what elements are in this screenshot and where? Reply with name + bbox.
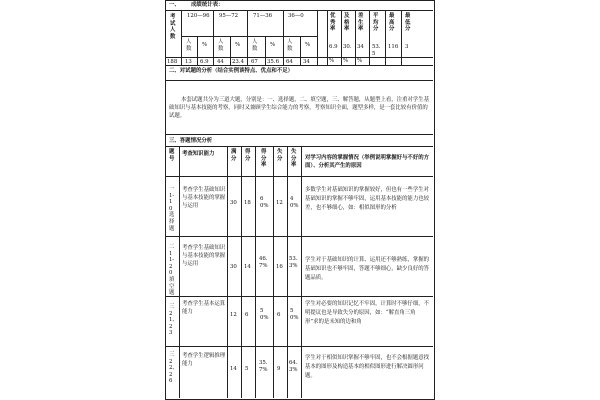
row2-loss-rate: 53.3% bbox=[289, 256, 298, 269]
header-ability: 考查知识能力 bbox=[182, 151, 215, 157]
row3-loss-rate: 50% bbox=[290, 308, 299, 321]
row1-score: 18 bbox=[244, 200, 251, 206]
r3-people-header: 人数 bbox=[252, 39, 258, 52]
r1-percent-header: % bbox=[202, 42, 208, 48]
row4-qnum: 三22、26 bbox=[169, 352, 178, 385]
poor-rate-unit: % bbox=[357, 58, 363, 64]
row1-analysis: 多数学生对基础知识的掌握较好，但也有一些学生对基础知识的掌握不够牢固，运用基本技能的能力也较差，也不够细心，如：相似图形的分析 bbox=[305, 187, 429, 211]
excellent-rate-label: 优秀率 bbox=[330, 13, 336, 33]
row2-full: 30 bbox=[230, 264, 237, 270]
r3-percent-header: % bbox=[270, 42, 276, 48]
row3-score: 6 bbox=[245, 312, 249, 318]
divider bbox=[165, 10, 433, 11]
row3-qnum: 三21、23 bbox=[169, 304, 178, 337]
exam-count-value: 188 bbox=[167, 59, 178, 65]
poor-rate-label: 差生率 bbox=[358, 13, 364, 33]
pass-rate-unit: % bbox=[343, 58, 349, 64]
r2-people-value: 44 bbox=[217, 59, 224, 65]
header-full: 满分 bbox=[231, 149, 237, 162]
r4-people-value: 64 bbox=[286, 59, 293, 65]
excellent-rate-unit: % bbox=[329, 58, 335, 64]
r4-people-header: 人数 bbox=[287, 39, 293, 52]
row3-ability: 考查学生基本运算能力 bbox=[182, 301, 226, 315]
average-label: 平均分 bbox=[373, 13, 379, 33]
document-page bbox=[165, 0, 435, 400]
row4-loss-rate: 64.3% bbox=[289, 360, 298, 373]
row3-full: 12 bbox=[230, 312, 237, 318]
section2-body: 本套试题共分为三道大题，分别是：一、选择题，二、填空题，三、解答题，从题型上看，注重对学生基础知识与基本技能的考察，同时又兼顾学生综合能力的考察，考察知识全面，题型多样，是一套比较有价值的试题。 bbox=[169, 97, 429, 119]
row2-rate: 46.7% bbox=[259, 256, 268, 269]
row2-ability: 考查学生基础知识与基本技能的掌握与运用 bbox=[182, 245, 226, 267]
r3-pct-value: 35.6 bbox=[267, 59, 280, 65]
section1-title: 一、 成绩统计表： bbox=[169, 2, 224, 8]
average-value: 53.5 bbox=[372, 44, 381, 57]
r4-pct-value: 34 bbox=[303, 59, 310, 65]
row4-analysis: 学生对于相似知识掌握不够牢固，也不会根据题意找基本的图形及构造基本的相似图形进行解决圆形问题。 bbox=[305, 355, 429, 379]
range-3: 71—36 bbox=[253, 13, 273, 19]
excellent-rate: 6.9 bbox=[329, 44, 338, 50]
lowest-value: 3 bbox=[405, 44, 409, 50]
header-analysis: 对学习内容的掌握情况（举例说明掌握好与不好的方面）、分析其产生的原因 bbox=[305, 155, 429, 169]
header-rate: 得分率 bbox=[261, 149, 267, 169]
r2-pct-value: 23.4 bbox=[232, 59, 245, 65]
r1-pct-value: 6.9 bbox=[200, 59, 209, 65]
range-4: 36—0 bbox=[288, 13, 304, 19]
r3-people-value: 67 bbox=[251, 59, 258, 65]
highest-value: 116 bbox=[388, 44, 399, 50]
section3-title: 三、答题情况分析 bbox=[169, 138, 213, 144]
row2-loss: 16 bbox=[276, 264, 283, 270]
highest-label: 最高分 bbox=[389, 13, 395, 33]
exam-count-label: 考试人数 bbox=[170, 14, 176, 40]
row1-rate: 60% bbox=[260, 196, 269, 209]
header-score: 得分 bbox=[245, 149, 251, 162]
row4-rate: 35.7% bbox=[259, 360, 268, 373]
pass-rate-label: 及格率 bbox=[344, 13, 350, 33]
r2-percent-header: % bbox=[235, 42, 241, 48]
r1-people-value: 13 bbox=[185, 59, 192, 65]
row4-loss: 9 bbox=[277, 366, 281, 372]
row2-qnum: 二11-20填空题 bbox=[169, 244, 175, 297]
lowest-label: 最低分 bbox=[405, 13, 411, 33]
pass-rate: 30. bbox=[343, 44, 352, 50]
row1-loss: 12 bbox=[276, 200, 283, 206]
header-loss-rate: 失分率 bbox=[291, 149, 297, 169]
r1-people-header: 人数 bbox=[186, 39, 192, 52]
row4-full: 14 bbox=[230, 366, 237, 372]
row1-full: 30 bbox=[230, 200, 237, 206]
row1-ability: 考查学生基础知识与基本技能的掌握与运用 bbox=[182, 187, 226, 209]
header-loss: 失分 bbox=[277, 149, 283, 162]
row1-loss-rate: 40% bbox=[290, 196, 299, 209]
row2-score: 14 bbox=[244, 264, 251, 270]
section2-title: 二、对试题的分析（结合实例谈特点、优点和不足） bbox=[169, 68, 293, 74]
row2-analysis: 学生对于基础知识的计算、运用还不够熟练，掌握的基础知识也不够牢固，答题不够细心，缺少良好的答题品质。 bbox=[305, 257, 429, 281]
row3-analysis: 学生对必要的知识记忆不牢固，计算时不够仔细，不明提议也是导致失分的原因，如：“解直角三角形”求的是未知的边和角 bbox=[305, 301, 429, 325]
row3-loss: 6 bbox=[277, 312, 281, 318]
r2-people-header: 人数 bbox=[218, 39, 224, 52]
row4-ability: 考查学生逻辑推理能力 bbox=[182, 353, 226, 367]
header-qnum: 题号 bbox=[169, 149, 175, 162]
range-1: 120—96 bbox=[187, 13, 210, 19]
row4-score: 5 bbox=[245, 366, 249, 372]
poor-rate: 34 bbox=[357, 44, 364, 50]
r4-percent-header: % bbox=[305, 42, 311, 48]
row3-rate: 50% bbox=[260, 308, 269, 321]
row1-qnum: 一1-10选择题 bbox=[169, 186, 175, 232]
range-2: 95—72 bbox=[219, 13, 239, 19]
